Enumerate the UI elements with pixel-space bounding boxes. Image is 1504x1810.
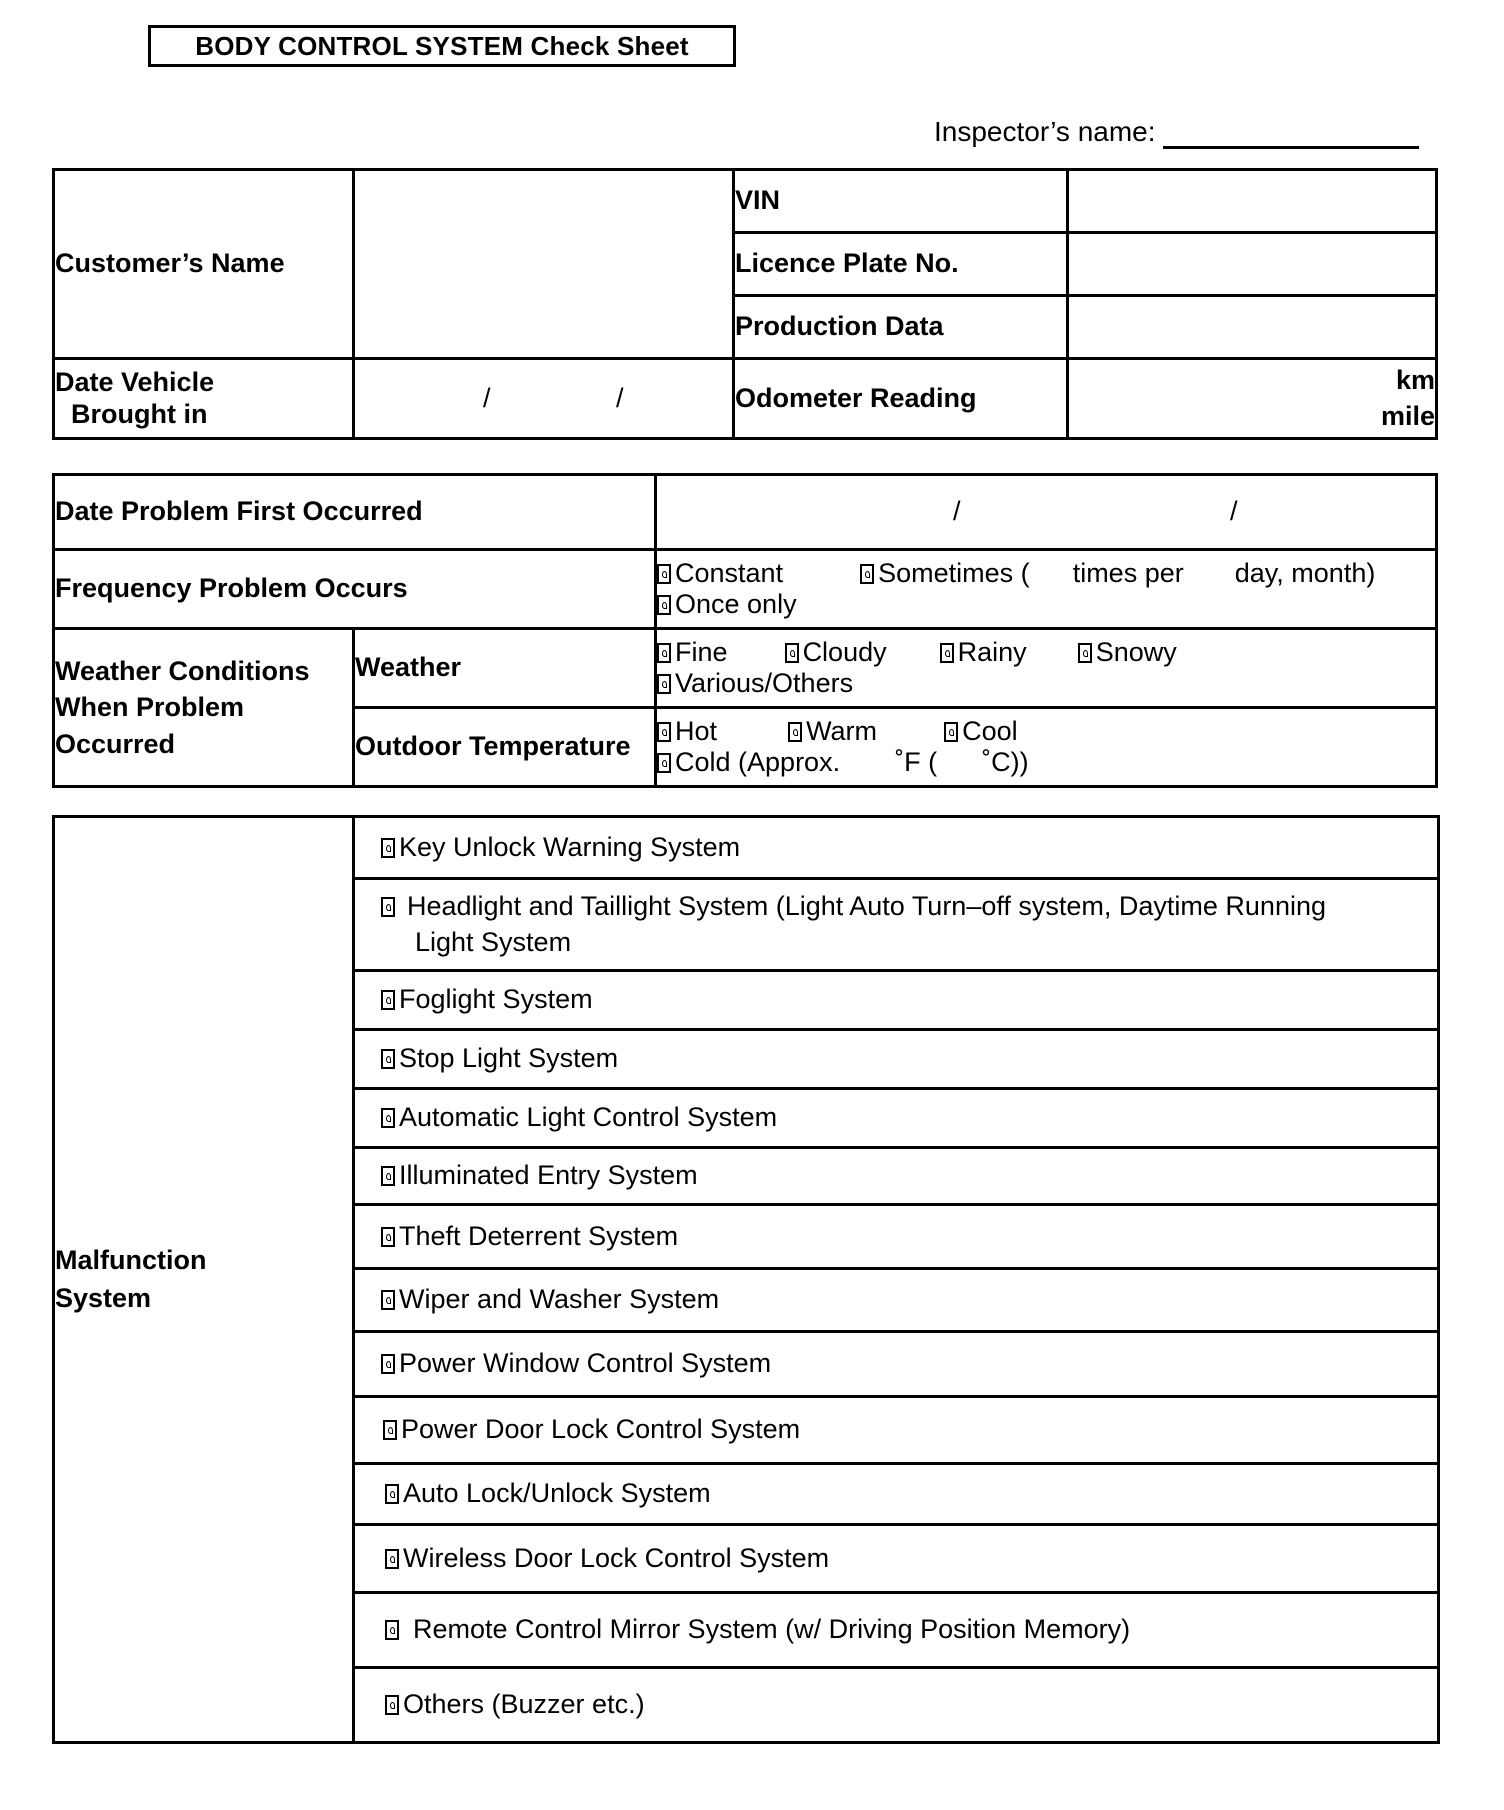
checkbox-icon[interactable] [944,722,958,742]
frequency-sometimes-option[interactable]: Sometimes ( [860,558,1030,588]
odometer-unit-mile: mile [1380,400,1435,431]
system-option-headlight-taillight[interactable]: Headlight and Taillight System (Light Auto Turn–off system, Daytime Running Light System [354,879,1439,971]
date-first-occurred-field[interactable] [656,475,1437,550]
system-option-key-unlock[interactable]: Key Unlock Warning System [354,817,1439,879]
problem-info-table [52,473,1438,788]
checkbox-icon[interactable] [381,897,395,917]
system-option-stop-light[interactable]: Stop Light System [354,1030,1439,1089]
sheet-title: BODY CONTROL SYSTEM Check Sheet [148,25,736,67]
checkbox-icon[interactable] [657,595,671,615]
checkbox-icon[interactable] [381,1108,395,1128]
date-brought-in-label [54,359,354,439]
checkbox-icon[interactable] [381,1354,395,1374]
checkbox-icon[interactable] [385,1620,399,1640]
weather-option-various[interactable]: Various/Others [657,668,853,698]
date-brought-in-label-line2: Brought in [71,398,208,429]
checkbox-icon[interactable] [860,564,874,584]
temperature-f-unit: ˚F ( [895,747,938,777]
odometer-label: Odometer Reading [734,359,1068,439]
temperature-option-warm[interactable]: Warm [788,716,877,746]
system-option-power-window[interactable]: Power Window Control System [354,1332,1439,1397]
customer-name-label: Customer’s Name [54,170,354,359]
system-option-theft-deterrent[interactable]: Theft Deterrent System [354,1205,1439,1269]
malfunction-system-table [52,815,1440,1744]
checkbox-icon[interactable] [383,1420,397,1440]
outdoor-temperature-label: Outdoor Temperature [354,708,656,787]
checkbox-icon[interactable] [381,1227,395,1247]
system-option-power-door-lock[interactable]: Power Door Lock Control System [354,1397,1439,1464]
inspector-name-label: Inspector’s name: [934,116,1156,147]
production-data-label: Production Data [734,296,1068,359]
checkbox-icon[interactable] [381,1049,395,1069]
weather-option-cloudy[interactable]: Cloudy [785,637,887,667]
temperature-option-hot[interactable]: Hot [657,716,717,746]
malfunction-system-label: Malfunction System [54,817,354,1743]
weather-label: Weather [354,629,656,708]
checkbox-icon[interactable] [1078,643,1092,663]
checkbox-icon[interactable] [385,1695,399,1715]
odometer-unit-km: km [1395,365,1435,396]
frequency-label: Frequency Problem Occurs [54,550,656,629]
frequency-times-per: times per [1072,557,1184,588]
frequency-options [656,550,1437,629]
weather-option-fine[interactable]: Fine [657,637,728,667]
checkbox-icon[interactable] [657,564,671,584]
system-option-illuminated-entry[interactable]: Illuminated Entry System [354,1148,1439,1205]
checkbox-icon[interactable] [788,722,802,742]
frequency-constant-option[interactable]: Constant [657,558,783,588]
system-option-auto-light-control[interactable]: Automatic Light Control System [354,1089,1439,1148]
checkbox-icon[interactable] [381,1166,395,1186]
weather-conditions-label: Weather Conditions When Problem Occurred [54,629,354,787]
temperature-option-cool[interactable]: Cool [944,716,1018,746]
vehicle-info-table [52,168,1438,440]
checkbox-icon[interactable] [657,753,671,773]
date-separator: / [616,382,624,413]
date-brought-in-field[interactable] [354,359,734,439]
temperature-c-unit: ˚C)) [982,747,1029,777]
frequency-day-month: day, month) [1234,557,1376,588]
system-option-others[interactable]: Others (Buzzer etc.) [354,1668,1439,1743]
checkbox-icon[interactable] [385,1549,399,1569]
weather-option-rainy[interactable]: Rainy [940,637,1027,667]
checkbox-icon[interactable] [785,643,799,663]
temperature-options [656,708,1437,787]
date-brought-in-label-line1: Date Vehicle [55,367,215,398]
weather-options [656,629,1437,708]
weather-option-snowy[interactable]: Snowy [1078,637,1177,667]
date-first-occurred-label: Date Problem First Occurred [54,475,656,550]
system-option-foglight[interactable]: Foglight System [354,971,1439,1030]
date-separator: / [953,496,961,527]
date-separator: / [1230,496,1238,527]
system-option-wireless-door-lock[interactable]: Wireless Door Lock Control System [354,1525,1439,1593]
checkbox-icon[interactable] [381,990,395,1010]
system-option-auto-lock-unlock[interactable]: Auto Lock/Unlock System [354,1464,1439,1525]
checkbox-icon[interactable] [940,643,954,663]
licence-plate-label: Licence Plate No. [734,233,1068,296]
date-separator: / [483,382,491,413]
checkbox-icon[interactable] [385,1484,399,1504]
checkbox-icon[interactable] [657,674,671,694]
checkbox-icon[interactable] [657,643,671,663]
odometer-field[interactable] [1068,359,1437,439]
customer-name-field[interactable] [354,170,734,359]
vin-label: VIN [734,170,1068,233]
licence-plate-field[interactable] [1068,233,1437,296]
production-data-field[interactable] [1068,296,1437,359]
frequency-once-only-option[interactable]: Once only [657,589,797,619]
inspector-name-field[interactable] [1163,146,1419,149]
checkbox-icon[interactable] [657,722,671,742]
system-option-remote-mirror[interactable]: Remote Control Mirror System (w/ Driving Position Memory) [354,1593,1439,1668]
checkbox-icon[interactable] [381,838,395,858]
checkbox-icon[interactable] [381,1290,395,1310]
temperature-option-cold[interactable]: Cold (Approx. [657,747,840,777]
system-option-wiper-washer[interactable]: Wiper and Washer System [354,1269,1439,1332]
vin-field[interactable] [1068,170,1437,233]
